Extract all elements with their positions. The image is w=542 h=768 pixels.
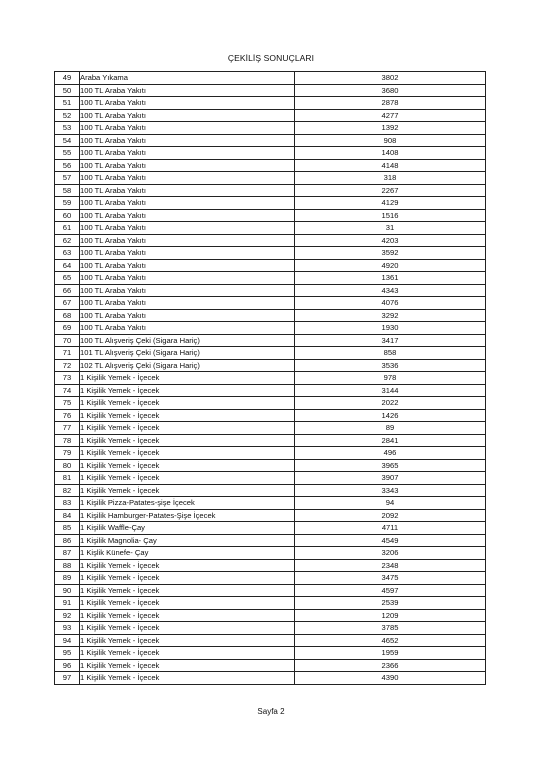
- prize-cell: 1 Kişilik Yemek - İçecek: [80, 484, 295, 497]
- table-row: [55, 172, 486, 185]
- prize-cell: 100 TL Araba Yakıtı: [80, 122, 295, 135]
- ticket-number-cell: 1408: [295, 147, 486, 160]
- prize-cell: 1 Kişilik Yemek - İçecek: [80, 609, 295, 622]
- row-number: 61: [55, 222, 80, 235]
- row-number: 67: [55, 297, 80, 310]
- table-row: [55, 197, 486, 210]
- row-number: 87: [55, 547, 80, 560]
- table-row: [55, 459, 486, 472]
- table-row: [55, 609, 486, 622]
- table-row: [55, 584, 486, 597]
- prize-cell: 1 Kişlik Künefe- Çay: [80, 547, 295, 560]
- prize-cell: 1 Kişilik Yemek - İçecek: [80, 634, 295, 647]
- row-number: 65: [55, 272, 80, 285]
- ticket-number-cell: 4343: [295, 284, 486, 297]
- table-row: [55, 497, 486, 510]
- table-row: [55, 334, 486, 347]
- prize-cell: 1 Kişilik Waffle-Çay: [80, 522, 295, 535]
- ticket-number-cell: 3475: [295, 572, 486, 585]
- ticket-number-cell: 2092: [295, 509, 486, 522]
- row-number: 57: [55, 172, 80, 185]
- row-number: 62: [55, 234, 80, 247]
- ticket-number-cell: 1959: [295, 647, 486, 660]
- row-number: 58: [55, 184, 80, 197]
- row-number: 72: [55, 359, 80, 372]
- row-number: 89: [55, 572, 80, 585]
- ticket-number-cell: 978: [295, 372, 486, 385]
- table-row: [55, 347, 486, 360]
- ticket-number-cell: 3292: [295, 309, 486, 322]
- row-number: 64: [55, 259, 80, 272]
- row-number: 85: [55, 522, 80, 535]
- prize-cell: 1 Kişilik Magnolia- Çay: [80, 534, 295, 547]
- prize-cell: 1 Kişilik Yemek - İçecek: [80, 422, 295, 435]
- ticket-number-cell: 3802: [295, 72, 486, 85]
- ticket-number-cell: 318: [295, 172, 486, 185]
- ticket-number-cell: 2841: [295, 434, 486, 447]
- ticket-number-cell: 1209: [295, 609, 486, 622]
- ticket-number-cell: 4277: [295, 109, 486, 122]
- ticket-number-cell: 1516: [295, 209, 486, 222]
- table-row: [55, 322, 486, 335]
- prize-cell: 100 TL Araba Yakıtı: [80, 322, 295, 335]
- row-number: 71: [55, 347, 80, 360]
- prize-cell: 100 TL Araba Yakıtı: [80, 84, 295, 97]
- ticket-number-cell: 4203: [295, 234, 486, 247]
- table-row: [55, 159, 486, 172]
- table-row: [55, 247, 486, 260]
- table-row: [55, 422, 486, 435]
- ticket-number-cell: 94: [295, 497, 486, 510]
- row-number: 86: [55, 534, 80, 547]
- ticket-number-cell: 4390: [295, 672, 486, 685]
- row-number: 80: [55, 459, 80, 472]
- ticket-number-cell: 4711: [295, 522, 486, 535]
- table-row: [55, 259, 486, 272]
- table-row: [55, 297, 486, 310]
- results-table: [54, 71, 486, 685]
- ticket-number-cell: 3417: [295, 334, 486, 347]
- table-row: [55, 309, 486, 322]
- prize-cell: 1 Kişilik Yemek - İçecek: [80, 672, 295, 685]
- row-number: 73: [55, 372, 80, 385]
- table-row: [55, 109, 486, 122]
- row-number: 91: [55, 597, 80, 610]
- prize-cell: 1 Kişilik Hamburger-Patates-Şişe İçecek: [80, 509, 295, 522]
- row-number: 92: [55, 609, 80, 622]
- row-number: 95: [55, 647, 80, 660]
- ticket-number-cell: 4549: [295, 534, 486, 547]
- ticket-number-cell: 4920: [295, 259, 486, 272]
- table-row: [55, 184, 486, 197]
- row-number: 88: [55, 559, 80, 572]
- ticket-number-cell: 3206: [295, 547, 486, 560]
- prize-cell: 1 Kişilik Yemek - İçecek: [80, 384, 295, 397]
- table-row: [55, 472, 486, 485]
- table-row: [55, 597, 486, 610]
- prize-cell: 1 Kişilik Yemek - İçecek: [80, 647, 295, 660]
- prize-cell: 100 TL Araba Yakıtı: [80, 259, 295, 272]
- prize-cell: 100 TL Araba Yakıtı: [80, 234, 295, 247]
- prize-cell: 1 Kişilik Yemek - İçecek: [80, 447, 295, 460]
- ticket-number-cell: 4129: [295, 197, 486, 210]
- ticket-number-cell: 4076: [295, 297, 486, 310]
- ticket-number-cell: 1392: [295, 122, 486, 135]
- row-number: 63: [55, 247, 80, 260]
- ticket-number-cell: 1930: [295, 322, 486, 335]
- prize-cell: 100 TL Araba Yakıtı: [80, 222, 295, 235]
- row-number: 96: [55, 659, 80, 672]
- ticket-number-cell: 2267: [295, 184, 486, 197]
- ticket-number-cell: 3907: [295, 472, 486, 485]
- prize-cell: 100 TL Araba Yakıtı: [80, 284, 295, 297]
- prize-cell: 100 TL Araba Yakıtı: [80, 297, 295, 310]
- ticket-number-cell: 2366: [295, 659, 486, 672]
- prize-cell: 100 TL Araba Yakıtı: [80, 134, 295, 147]
- table-row: [55, 409, 486, 422]
- page-title: ÇEKİLİŞ SONUÇLARI: [227, 53, 315, 63]
- table-row: [55, 97, 486, 110]
- table-row: [55, 509, 486, 522]
- ticket-number-cell: 1426: [295, 409, 486, 422]
- ticket-number-cell: 2539: [295, 597, 486, 610]
- table-row: [55, 659, 486, 672]
- ticket-number-cell: 858: [295, 347, 486, 360]
- ticket-number-cell: 3144: [295, 384, 486, 397]
- table-row: [55, 122, 486, 135]
- prize-cell: 102 TL Alışveriş Çeki (Sigara Hariç): [80, 359, 295, 372]
- table-row: [55, 84, 486, 97]
- table-row: [55, 397, 486, 410]
- ticket-number-cell: 31: [295, 222, 486, 235]
- prize-cell: 101 TL Alışveriş Çeki (Sigara Hariç): [80, 347, 295, 360]
- row-number: 51: [55, 97, 80, 110]
- prize-cell: 100 TL Araba Yakıtı: [80, 159, 295, 172]
- row-number: 75: [55, 397, 80, 410]
- row-number: 74: [55, 384, 80, 397]
- ticket-number-cell: 908: [295, 134, 486, 147]
- ticket-number-cell: 4148: [295, 159, 486, 172]
- table-row: [55, 534, 486, 547]
- row-number: 97: [55, 672, 80, 685]
- prize-cell: 100 TL Araba Yakıtı: [80, 197, 295, 210]
- prize-cell: 100 TL Araba Yakıtı: [80, 97, 295, 110]
- ticket-number-cell: 2022: [295, 397, 486, 410]
- table-row: [55, 572, 486, 585]
- row-number: 49: [55, 72, 80, 85]
- row-number: 76: [55, 409, 80, 422]
- ticket-number-cell: 4597: [295, 584, 486, 597]
- prize-cell: 1 Kişilik Yemek - İçecek: [80, 397, 295, 410]
- prize-cell: 100 TL Araba Yakıtı: [80, 184, 295, 197]
- row-number: 94: [55, 634, 80, 647]
- prize-cell: 1 Kişilik Yemek - İçecek: [80, 572, 295, 585]
- ticket-number-cell: 4652: [295, 634, 486, 647]
- ticket-number-cell: 496: [295, 447, 486, 460]
- table-row: [55, 147, 486, 160]
- ticket-number-cell: 3680: [295, 84, 486, 97]
- prize-cell: 1 Kişilik Yemek - İçecek: [80, 372, 295, 385]
- row-number: 70: [55, 334, 80, 347]
- ticket-number-cell: 1361: [295, 272, 486, 285]
- prize-cell: 100 TL Alışveriş Çeki (Sigara Hariç): [80, 334, 295, 347]
- prize-cell: 1 Kişilik Pizza-Patates-şişe İçecek: [80, 497, 295, 510]
- table-row: [55, 234, 486, 247]
- prize-cell: 100 TL Araba Yakıtı: [80, 247, 295, 260]
- row-number: 56: [55, 159, 80, 172]
- prize-cell: 1 Kişilik Yemek - İçecek: [80, 472, 295, 485]
- table-row: [55, 372, 486, 385]
- row-number: 77: [55, 422, 80, 435]
- ticket-number-cell: 2348: [295, 559, 486, 572]
- prize-cell: 100 TL Araba Yakıtı: [80, 272, 295, 285]
- prize-cell: 1 Kişilik Yemek - İçecek: [80, 409, 295, 422]
- row-number: 55: [55, 147, 80, 160]
- table-row: [55, 384, 486, 397]
- table-row: [55, 447, 486, 460]
- table-row: [55, 622, 486, 635]
- row-number: 83: [55, 497, 80, 510]
- prize-cell: 1 Kişilik Yemek - İçecek: [80, 659, 295, 672]
- table-row: [55, 359, 486, 372]
- prize-cell: 100 TL Araba Yakıtı: [80, 109, 295, 122]
- table-row: [55, 559, 486, 572]
- table-row: [55, 222, 486, 235]
- prize-cell: Araba Yıkama: [80, 72, 295, 85]
- prize-cell: 1 Kişilik Yemek - İçecek: [80, 459, 295, 472]
- row-number: 69: [55, 322, 80, 335]
- row-number: 84: [55, 509, 80, 522]
- ticket-number-cell: 3592: [295, 247, 486, 260]
- row-number: 54: [55, 134, 80, 147]
- table-row: [55, 522, 486, 535]
- table-row: [55, 272, 486, 285]
- table-row: [55, 134, 486, 147]
- prize-cell: 100 TL Araba Yakıtı: [80, 309, 295, 322]
- results-table-body: [55, 72, 486, 685]
- table-row: [55, 434, 486, 447]
- prize-cell: 1 Kişilik Yemek - İçecek: [80, 622, 295, 635]
- row-number: 82: [55, 484, 80, 497]
- row-number: 93: [55, 622, 80, 635]
- table-row: [55, 634, 486, 647]
- ticket-number-cell: 3343: [295, 484, 486, 497]
- prize-cell: 100 TL Araba Yakıtı: [80, 172, 295, 185]
- prize-cell: 1 Kişilik Yemek - İçecek: [80, 584, 295, 597]
- prize-cell: 1 Kişilik Yemek - İçecek: [80, 559, 295, 572]
- page-footer: Sayfa 2: [257, 707, 285, 716]
- row-number: 90: [55, 584, 80, 597]
- row-number: 81: [55, 472, 80, 485]
- prize-cell: 1 Kişilik Yemek - İçecek: [80, 597, 295, 610]
- table-row: [55, 647, 486, 660]
- row-number: 52: [55, 109, 80, 122]
- ticket-number-cell: 3536: [295, 359, 486, 372]
- table-row: [55, 672, 486, 685]
- row-number: 53: [55, 122, 80, 135]
- row-number: 66: [55, 284, 80, 297]
- prize-cell: 100 TL Araba Yakıtı: [80, 209, 295, 222]
- ticket-number-cell: 89: [295, 422, 486, 435]
- table-row: [55, 284, 486, 297]
- ticket-number-cell: 3785: [295, 622, 486, 635]
- row-number: 79: [55, 447, 80, 460]
- prize-cell: 1 Kişilik Yemek - İçecek: [80, 434, 295, 447]
- table-row: [55, 72, 486, 85]
- row-number: 60: [55, 209, 80, 222]
- row-number: 59: [55, 197, 80, 210]
- row-number: 68: [55, 309, 80, 322]
- row-number: 50: [55, 84, 80, 97]
- row-number: 78: [55, 434, 80, 447]
- table-row: [55, 209, 486, 222]
- ticket-number-cell: 2878: [295, 97, 486, 110]
- prize-cell: 100 TL Araba Yakıtı: [80, 147, 295, 160]
- table-row: [55, 484, 486, 497]
- table-row: [55, 547, 486, 560]
- ticket-number-cell: 3965: [295, 459, 486, 472]
